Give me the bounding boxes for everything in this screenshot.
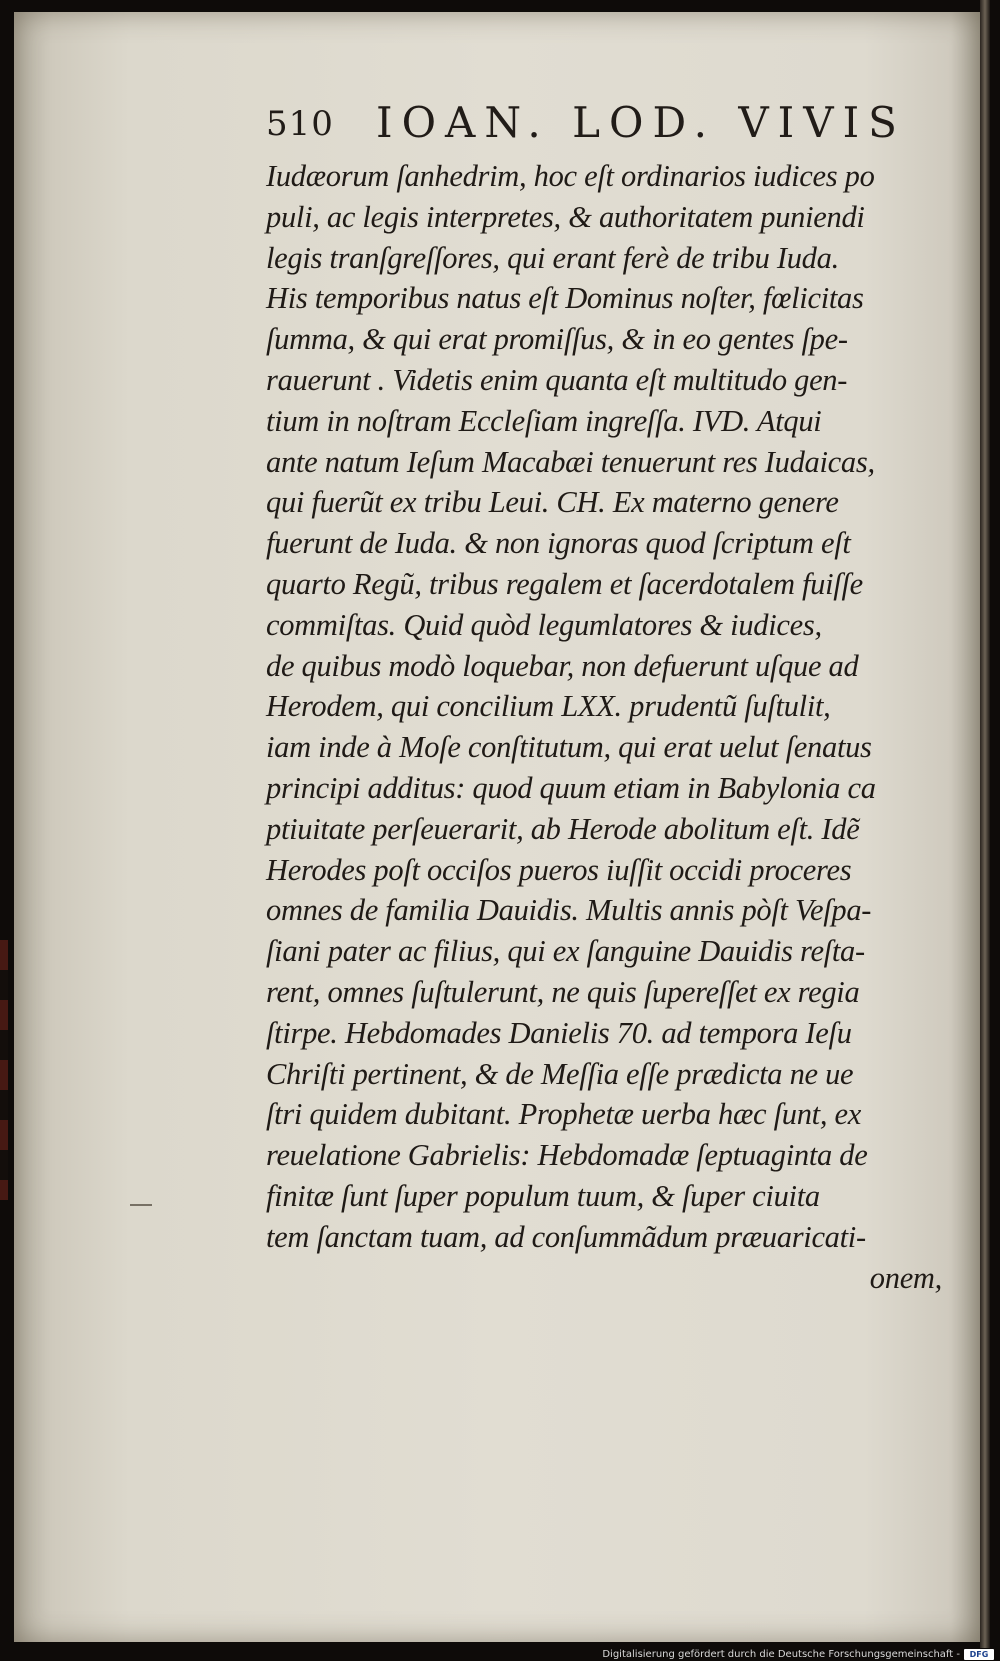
text-line: ſumma, & qui erat promiſſus, & in eo gentes ſpe- — [266, 322, 848, 357]
text-line: reuelatione Gabrielis: Hebdomadæ ſeptuaginta de — [266, 1138, 868, 1173]
text-line: ante natum Ieſum Macabæi tenuerunt res Iudaicas, — [266, 444, 875, 479]
text-line: principi additus: quod quum etiam in Babylonia ca — [266, 770, 876, 805]
margin-mark — [130, 1204, 152, 1206]
text-line: ſtri quidem dubitant. Prophetæ uerba hæc ſunt, ex — [266, 1097, 861, 1132]
dfg-logo-icon — [964, 1649, 994, 1660]
text-line: fuerunt de Iuda. & non ignoras quod ſcriptum eſt — [266, 526, 851, 561]
text-line: de quibus modò loquebar, non defuerunt uſque ad — [266, 648, 859, 683]
binding-marks — [0, 940, 8, 1200]
text-line: commiſtas. Quid quòd legumlatores & iudices, — [266, 607, 822, 642]
dfg-logo-text: DFG — [969, 1650, 989, 1659]
text-line: omnes de familia Dauidis. Multis annis pòſt Veſpa- — [266, 893, 872, 928]
text-line: ſiani pater ac filius, qui ex ſanguine Dauidis reſta- — [266, 934, 865, 969]
text-line: puli, ac legis interpretes, & authoritatem puniendi — [266, 199, 865, 234]
text-line: finitæ ſunt ſuper populum tuum, & ſuper ciuita — [266, 1178, 820, 1213]
text-line: tem ſanctam tuam, ad conſummãdum præuaricati- — [266, 1219, 866, 1254]
text-line: tium in noſtram Eccleſiam ingreſſa. IVD. Atqui — [266, 403, 822, 438]
running-title: IOAN. LOD. VIVIS — [376, 98, 906, 147]
text-line: iam inde à Moſe conſtitutum, qui erat uelut ſenatus — [266, 730, 872, 765]
text-line: legis tranſgreſſores, qui erant ferè de tribu Iuda. — [266, 240, 839, 275]
text-line: Herodem, qui concilium LXX. prudentũ ſuſtulit, — [266, 689, 831, 724]
text-line: His temporibus natus eſt Dominus noſter, fœlicitas — [266, 281, 864, 316]
text-line: Iudæorum ſanhedrim, hoc eſt ordinarios iudices po — [266, 159, 875, 193]
text-line: rent, omnes ſuſtulerunt, ne quis ſupereſſet ex regia — [266, 974, 860, 1009]
text-line: quarto Regũ, tribus regalem et ſacerdotalem fuiſſe — [266, 566, 863, 601]
text-line: ptiuitate perſeuerarit, ab Herode abolitum eſt. Idẽ — [266, 811, 860, 846]
catchword: onem, — [869, 1260, 942, 1295]
text-line: rauerunt . Videtis enim quanta eſt multitudo gen- — [266, 362, 848, 397]
page-edge — [980, 0, 990, 1661]
funding-credit: Digitalisierung gefördert durch die Deutsche Forschungsgemeinschaft - — [602, 1649, 960, 1660]
text-line: ſtirpe. Hebdomades Danielis 70. ad tempora Ieſu — [266, 1015, 852, 1050]
text-line: qui fuerũt ex tribu Leui. CH. Ex materno genere — [266, 485, 839, 520]
footer-bar — [0, 1648, 1000, 1661]
running-head — [266, 98, 906, 154]
body-text — [266, 156, 956, 1298]
text-line: Herodes poſt occiſos pueros iuſſit occidi proceres — [266, 852, 852, 887]
page-number: 510 — [266, 104, 334, 144]
text-line: Chriſti pertinent, & de Meſſia eſſe prædicta ne ue — [266, 1056, 854, 1091]
